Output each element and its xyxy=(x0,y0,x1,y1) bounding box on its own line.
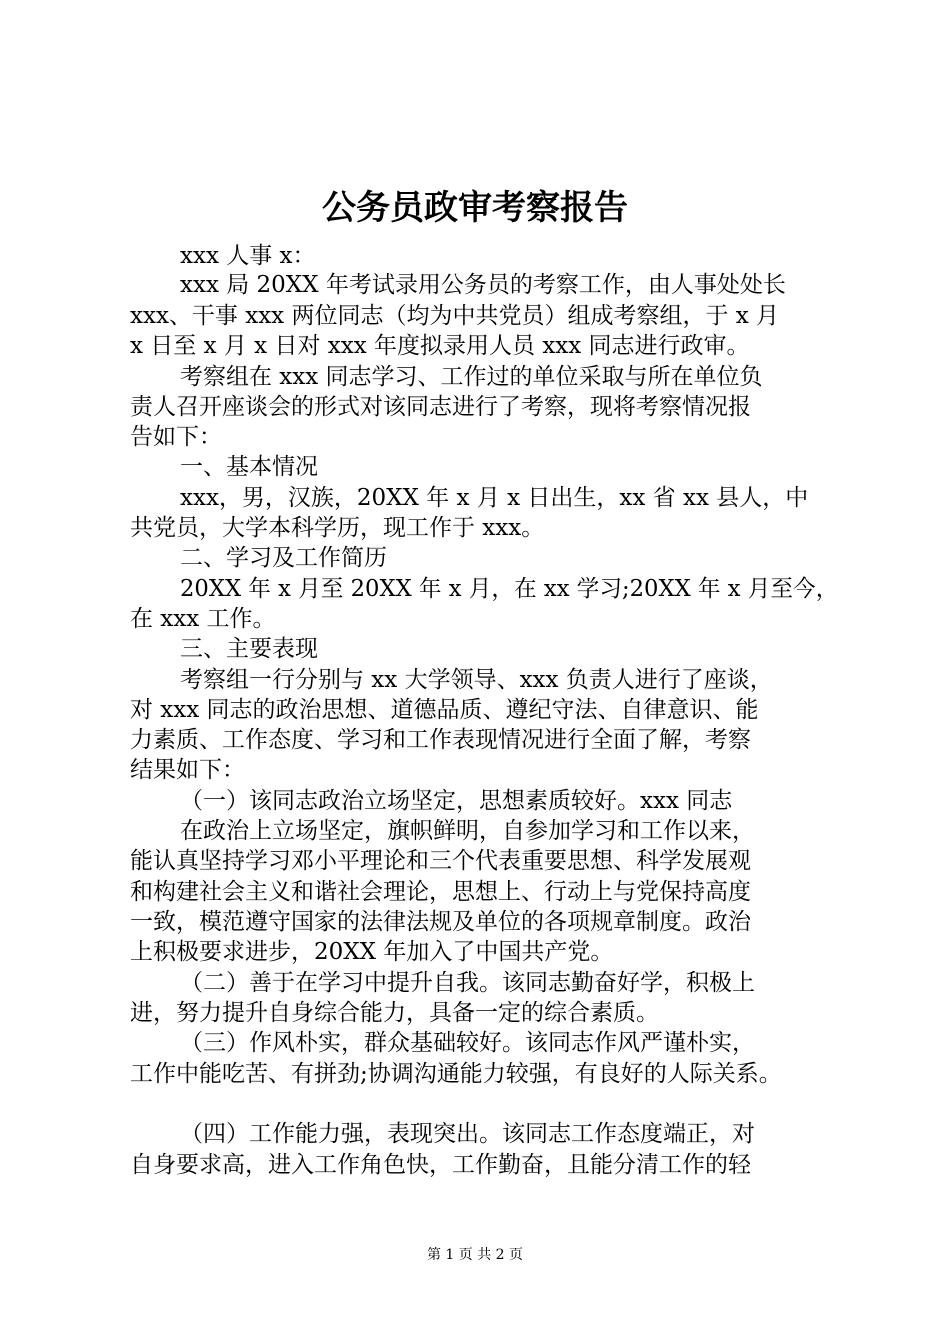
section-heading: 二、学习及工作简历 xyxy=(180,545,387,571)
text-line: 能认真坚持学习邓小平理论和三个代表重要思想、科学发展观 xyxy=(130,848,751,874)
document-title: 公务员政审考察报告 xyxy=(322,188,628,228)
text-line: 责人召开座谈会的形式对该同志进行了考察，现将考察情况报 xyxy=(130,394,751,420)
text-line: 进，努力提升自身综合能力，具备一定的综合素质。 xyxy=(130,1000,659,1026)
subsection-heading: （四）工作能力强，表现突出。该同志工作态度端正，对 xyxy=(180,1121,755,1147)
subsection-heading: （二）善于在学习中提升自我。该同志勤奋好学，积极上 xyxy=(180,970,755,996)
text-line: 自身要求高，进入工作角色快，工作勤奋，且能分清工作的轻 xyxy=(130,1152,751,1178)
text-line: 考察组在 xxx 同志学习、工作过的单位采取与所在单位负 xyxy=(180,364,763,390)
text-line: xxx、干事 xxx 两位同志（均为中共党员）组成考察组，于 x 月 xyxy=(130,303,780,329)
subsection-heading: （三）作风朴实，群众基础较好。该同志作风严谨朴实， xyxy=(180,1030,755,1056)
text-line: 和构建社会主义和谐社会理论，思想上、行动上与党保持高度 xyxy=(130,879,751,905)
text-line: 一致，模范遵守国家的法律法规及单位的各项规章制度。政治 xyxy=(130,909,751,935)
text-line: 告如下： xyxy=(130,424,222,450)
text-line: 力素质、工作态度、学习和工作表现情况进行全面了解，考察 xyxy=(130,727,751,753)
text-line: 结果如下： xyxy=(130,757,245,783)
text-line: 上积极要求进步，20XX 年加入了中国共产党。 xyxy=(130,939,614,965)
text-line: x 日至 x 月 x 日对 xxx 年度拟录用人员 xxx 同志进行政审。 xyxy=(130,333,750,359)
text-line: 20XX 年 x 月至 20XX 年 x 月，在 xx 学习;20XX 年 x 月至今， xyxy=(180,576,839,602)
text-line: 在 xxx 工作。 xyxy=(130,606,276,632)
text-line: 工作中能吃苦、有拼劲;协调沟通能力较强，有良好的人际关系。 xyxy=(130,1061,782,1087)
text-line: 考察组一行分别与 xx 大学领导、xxx 负责人进行了座谈， xyxy=(180,667,773,693)
text-line: 对 xxx 同志的政治思想、道德品质、遵纪守法、自律意识、能 xyxy=(130,697,759,723)
text-line: xxx，男，汉族，20XX 年 x 月 x 日出生，xx 省 xx 县人，中 xyxy=(180,485,809,511)
page-footer: 第 1 页 共 2 页 xyxy=(426,1247,524,1263)
subsection-heading: （一）该同志政治立场坚定，思想素质较好。xxx 同志 xyxy=(180,788,733,814)
text-line-salutation: xxx 人事 x： xyxy=(180,243,316,269)
section-heading: 一、基本情况 xyxy=(180,454,318,480)
text-line: 在政治上立场坚定，旗帜鲜明，自参加学习和工作以来， xyxy=(180,818,755,844)
text-line: xxx 局 20XX 年考试录用公务员的考察工作，由人事处处长 xyxy=(180,272,786,298)
text-line: 共党员，大学本科学历，现工作于 xxx。 xyxy=(130,515,545,541)
section-heading: 三、主要表现 xyxy=(180,636,318,662)
